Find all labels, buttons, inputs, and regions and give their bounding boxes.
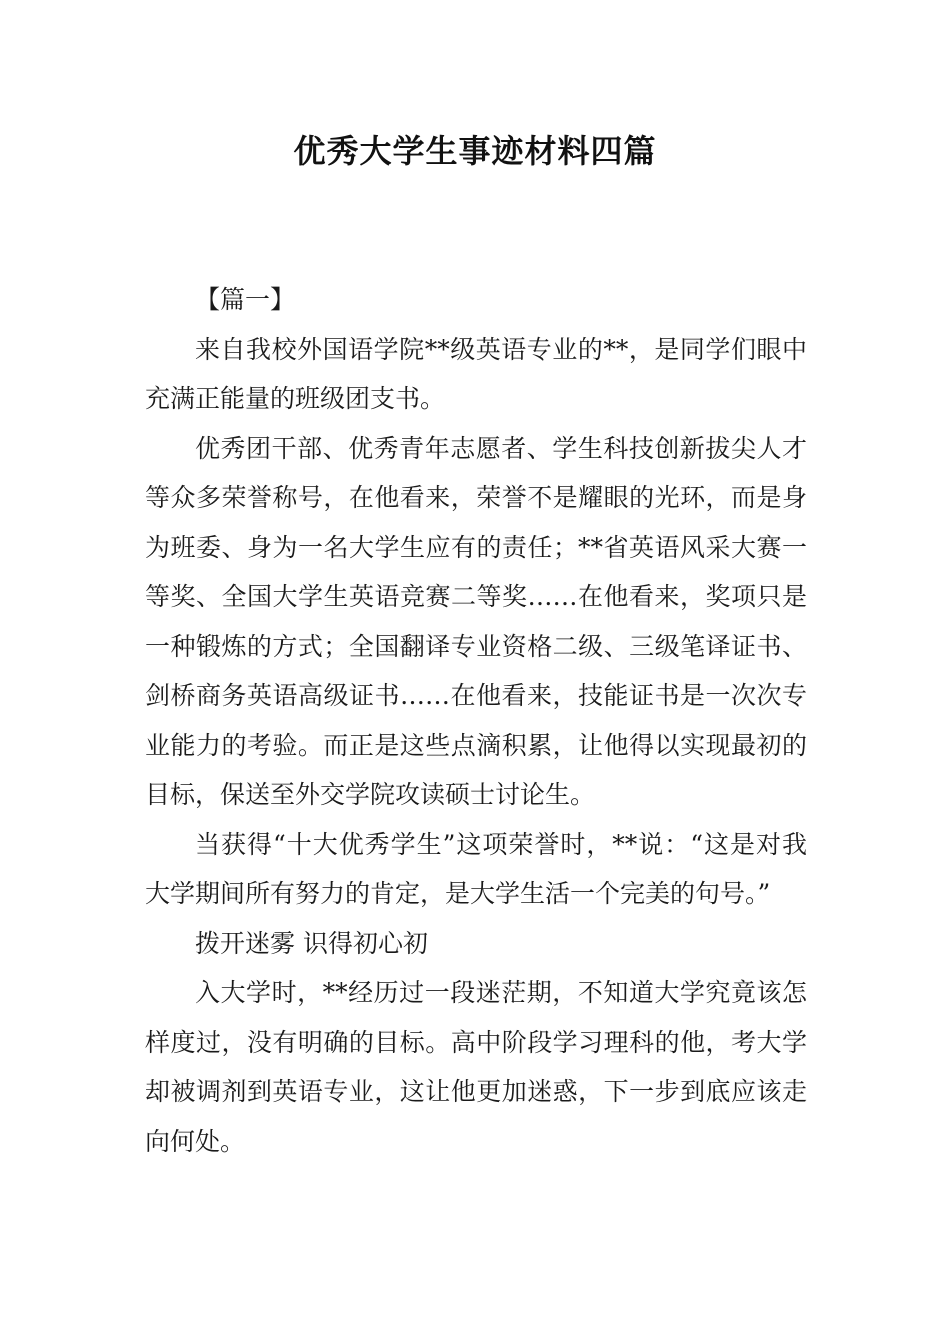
subheading: 拨开迷雾 识得初心初 [195, 928, 428, 958]
document-title: 优秀大学生事迹材料四篇 [293, 132, 657, 170]
paragraph-intro: 来自我校外国语学院**级英语专业的**，是同学们眼中充满正能量的班级团支书。 [145, 334, 807, 413]
paragraph-quote: 当获得“十大优秀学生”这项荣誉时，**说：“这是对我大学期间所有努力的肯定，是大学生活一个完美的句号。” [145, 829, 807, 908]
paragraph-honors: 优秀团干部、优秀青年志愿者、学生科技创新拔尖人才等众多荣誉称号，在他看来，荣誉不是耀眼的光环，而是身为班委、身为一名大学生应有的责任；**省英语风采大赛一等奖、全国大学生英语竞赛二等奖……在他看来，奖项只是一种锻炼的方式；全国翻译专业资格二级、三级笔译证书、剑桥商务英语高级证书……在他看来，技能证书是一次次专业能力的考验。而正是这些点滴积累，让他得以实现最初的目标，保送至外交学院攻读硕士讨论生。 [145, 433, 807, 809]
document-body [145, 275, 807, 1166]
paragraph-confusion: 入大学时，**经历过一段迷茫期，不知道大学究竟该怎样度过，没有明确的目标。高中阶段学习理科的他，考大学却被调剂到英语专业，这让他更加迷惑，下一步到底应该走向何处。 [145, 978, 807, 1156]
section-heading: 【篇一】 [195, 285, 296, 314]
